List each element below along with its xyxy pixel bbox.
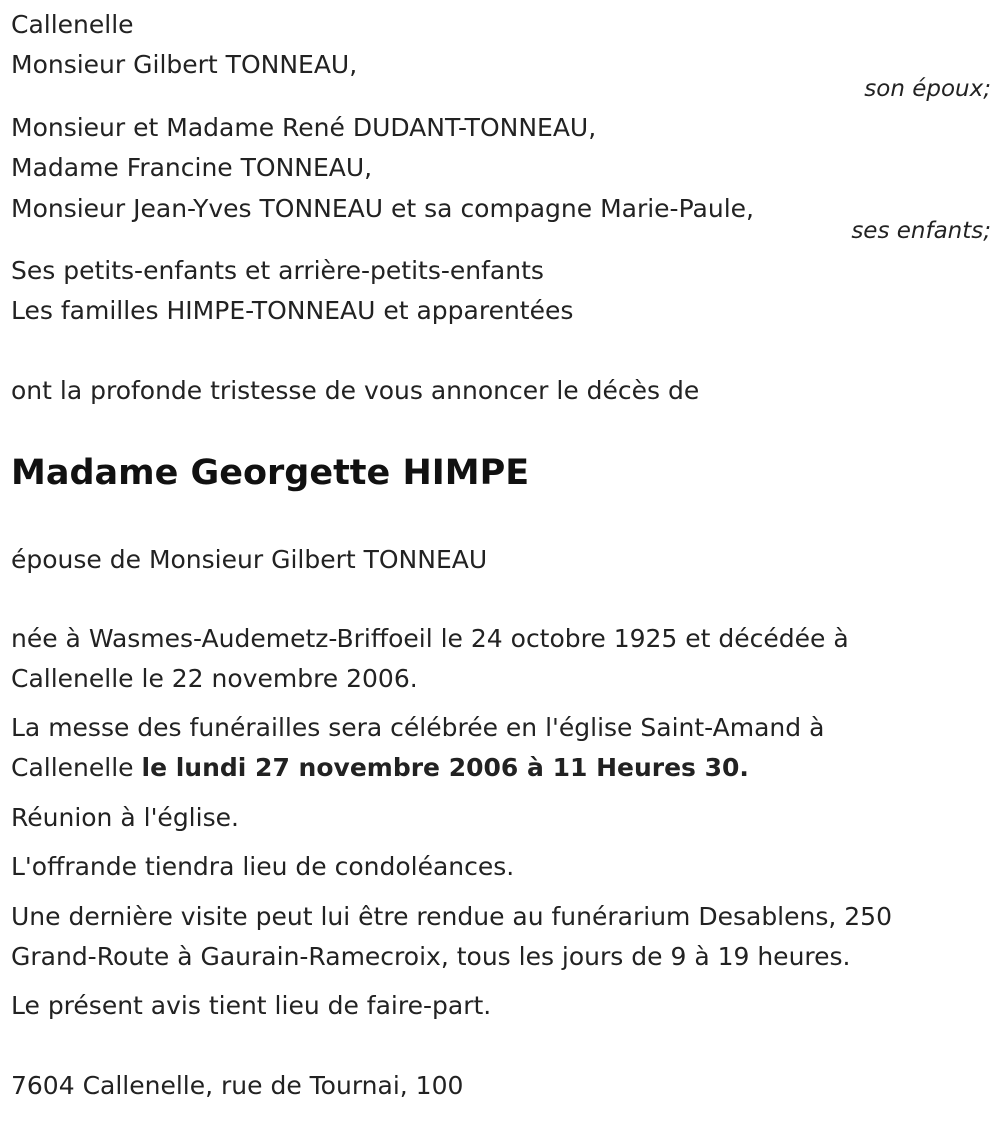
announcement: ont la profonde tristesse de vous annoncer le décès de xyxy=(11,376,700,405)
funeral-place: Callenelle xyxy=(11,753,142,782)
address: 7604 Callenelle, rue de Tournai, 100 xyxy=(11,1071,464,1100)
family-line-2: Les familles HIMPE-TONNEAU et apparentées xyxy=(11,296,574,325)
visit-line-1: Une dernière visite peut lui être rendue au funérarium Desablens, 250 xyxy=(11,902,892,931)
child-line-1: Monsieur et Madame René DUDANT-TONNEAU, xyxy=(11,113,597,142)
child-line-2: Madame Francine TONNEAU, xyxy=(11,153,373,182)
spouse-name: Monsieur Gilbert TONNEAU, xyxy=(11,50,358,79)
birth-death-line-1: née à Wasmes-Audemetz-Briffoeil le 24 octobre 1925 et décédée à xyxy=(11,624,849,653)
deceased-name: Madame Georgette HIMPE xyxy=(11,453,530,493)
spouse-role: son époux; xyxy=(864,76,991,102)
children-role: ses enfants; xyxy=(851,218,991,244)
notice: Le présent avis tient lieu de faire-part. xyxy=(11,991,492,1020)
visit-line-2: Grand-Route à Gaurain-Ramecroix, tous les jours de 9 à 19 heures. xyxy=(11,942,851,971)
funeral-line-2 xyxy=(11,748,749,788)
offering: L'offrande tiendra lieu de condoléances. xyxy=(11,852,515,881)
funeral-datetime: le lundi 27 novembre 2006 à 11 Heures 30. xyxy=(141,753,749,782)
location-header: Callenelle xyxy=(11,10,134,39)
family-line-1: Ses petits-enfants et arrière-petits-enfants xyxy=(11,256,544,285)
funeral-line-1: La messe des funérailles sera célébrée en l'église Saint-Amand à xyxy=(11,713,825,742)
meeting: Réunion à l'église. xyxy=(11,803,239,832)
birth-death-line-2: Callenelle le 22 novembre 2006. xyxy=(11,664,418,693)
child-line-3: Monsieur Jean-Yves TONNEAU et sa compagne Marie-Paule, xyxy=(11,194,754,223)
spouse-of: épouse de Monsieur Gilbert TONNEAU xyxy=(11,545,488,574)
